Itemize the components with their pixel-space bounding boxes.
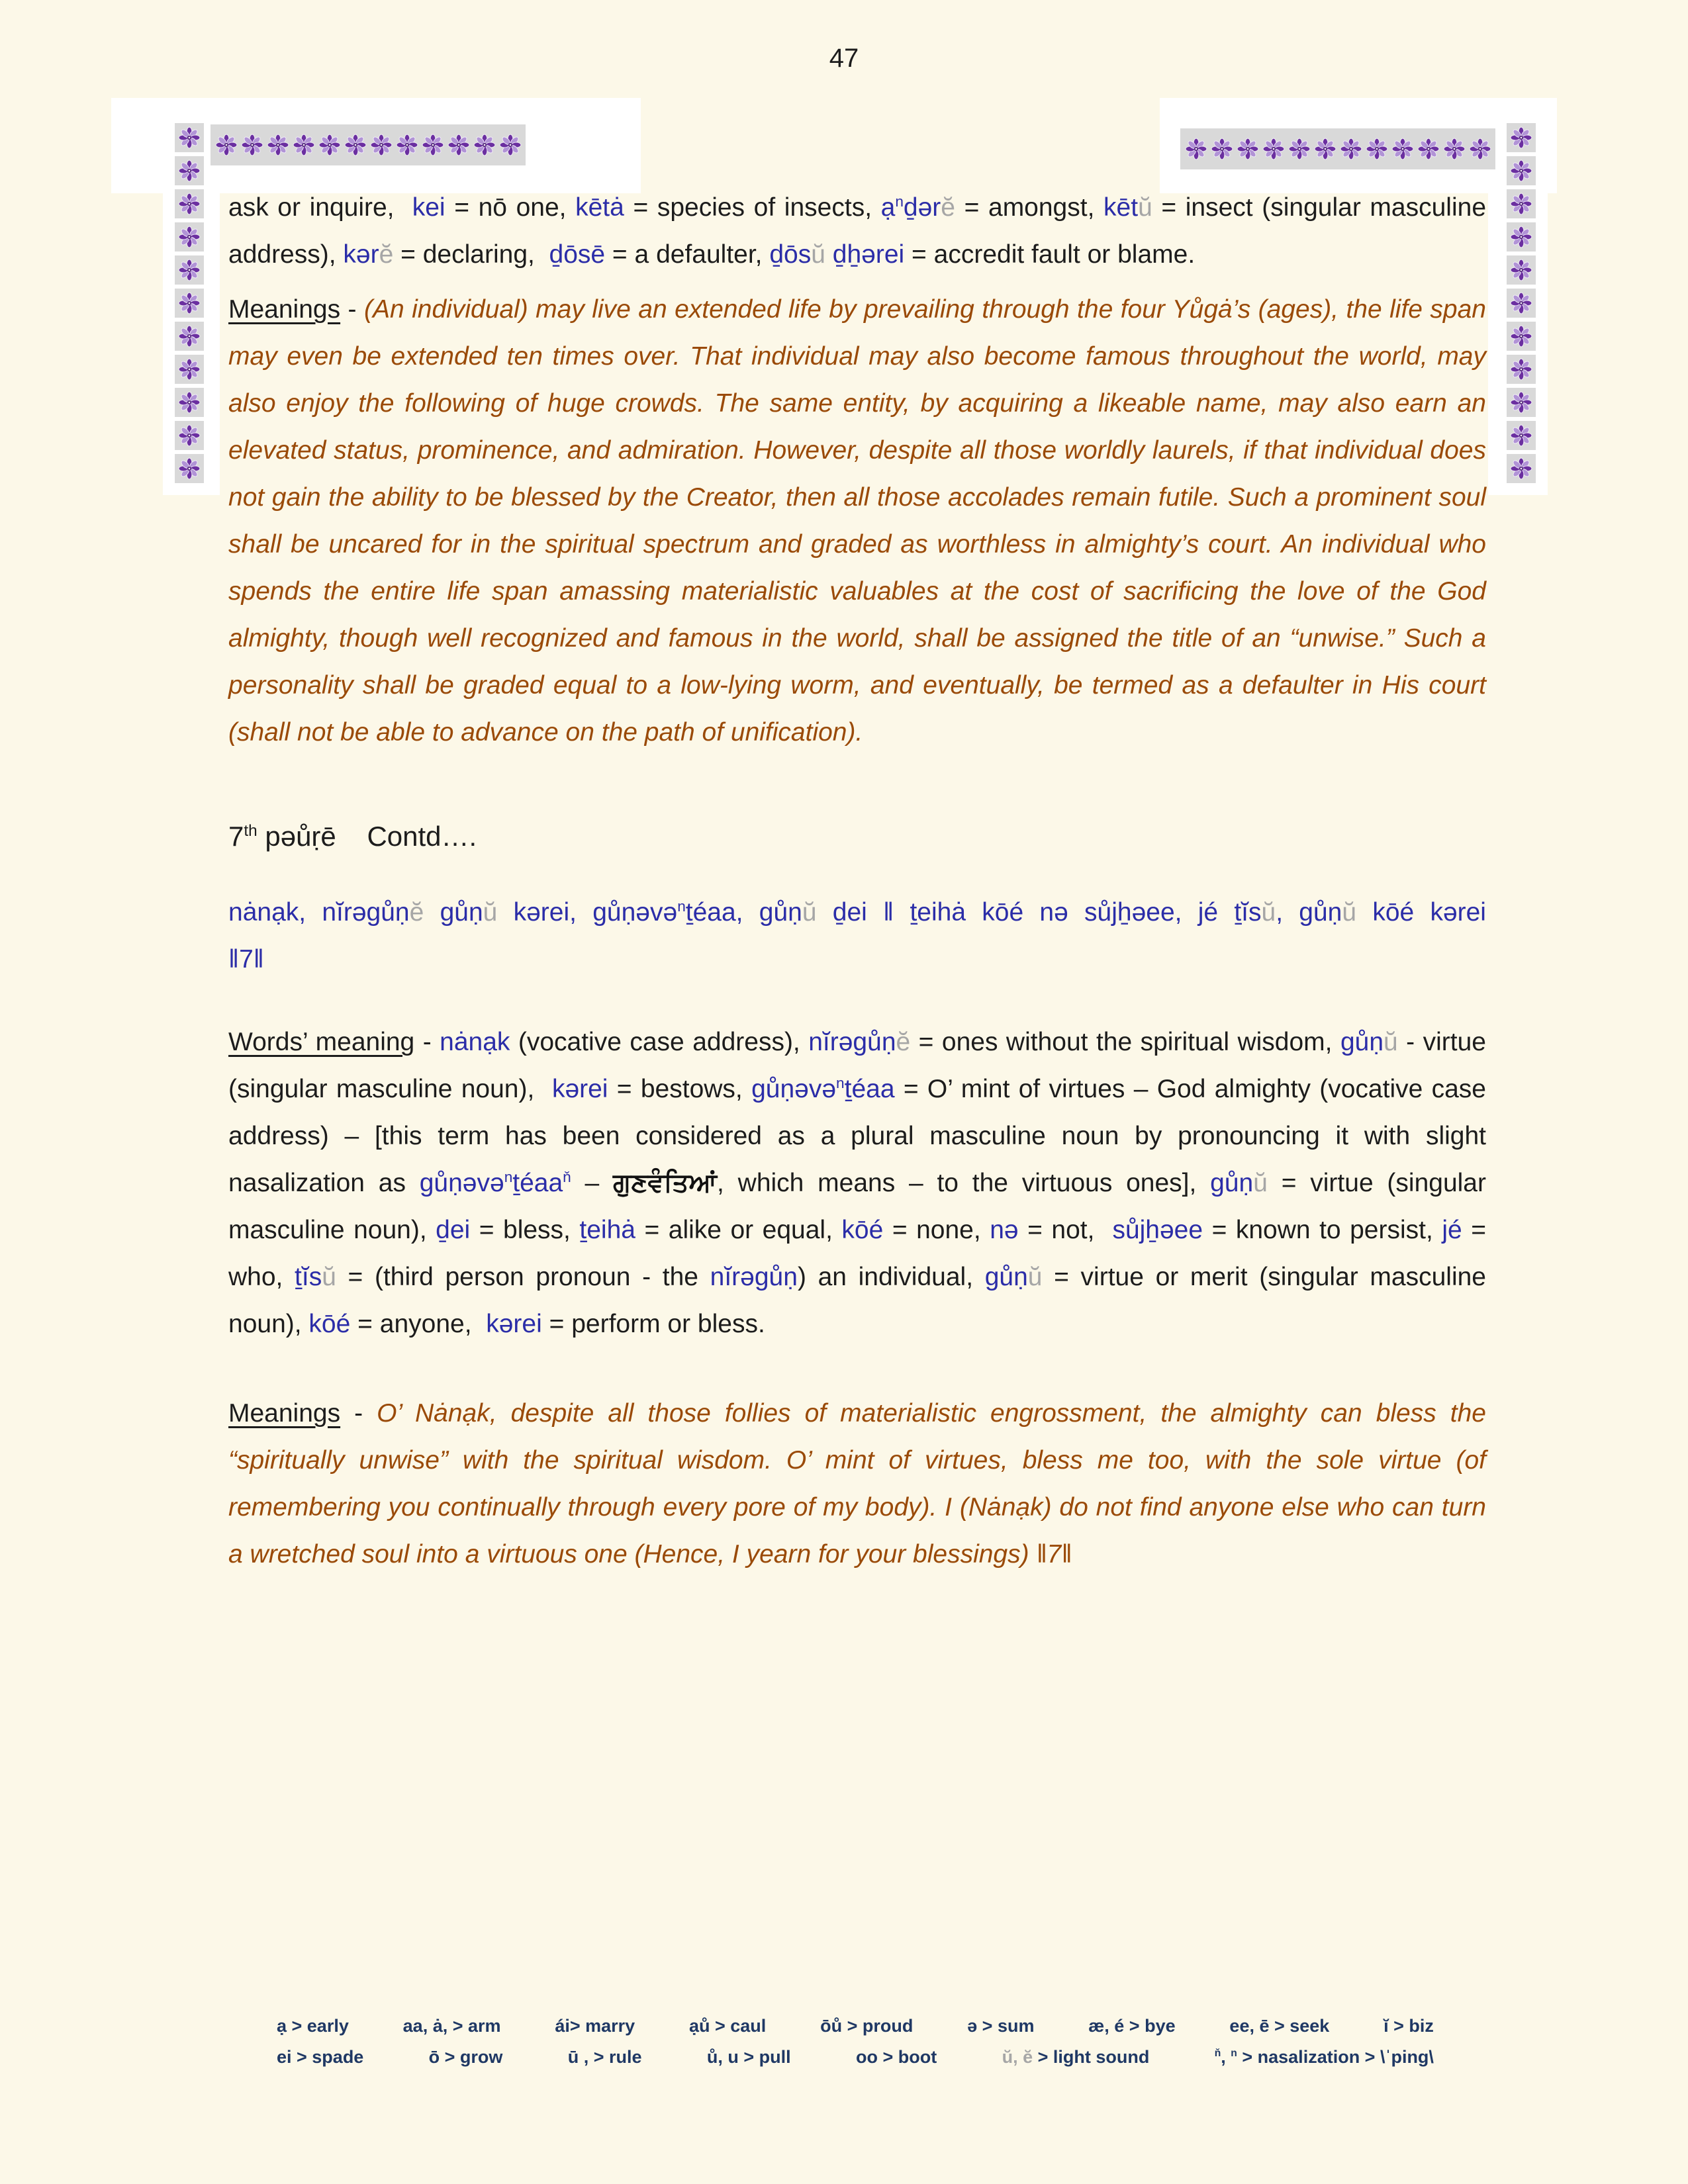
text-segment: ask or inquire, [228,193,412,222]
text-segment: ŭ [811,240,825,269]
text-segment: ň [1214,2048,1221,2059]
pronunciation-guide-row-2 [277,2047,1434,2068]
flower-icon [1507,421,1536,450]
text-segment: nȧnạk, nĭrəgůṇ [228,898,410,927]
text-segment: ḏei ‖ ṯeihȧ kōé nə sůjẖəee, jé ṯĭs [816,898,1262,927]
flower-icon [175,289,204,318]
text-segment: > nasalization > \ˈping\ [1237,2047,1434,2067]
guide-item [1229,2016,1329,2036]
text-segment: kōé [841,1216,884,1244]
guide-item [568,2047,642,2068]
flower-icon [342,126,368,163]
text-segment: ŭ [1342,898,1357,927]
text-segment: kēt [1103,193,1139,222]
text-segment: ạ [880,193,896,222]
flower-icon [1507,454,1536,483]
flower-icon [1467,130,1493,167]
flower-icon [1364,130,1389,167]
transliteration-verse [228,889,1502,983]
flower-icon [1441,130,1467,167]
flower-icon [1389,130,1415,167]
guide-item [403,2016,501,2036]
text-segment: ň [563,1169,571,1185]
text-segment: ŭ, ĕ [1002,2047,1033,2067]
text-segment: 7 [228,821,244,852]
text-segment: - virtue (singular masculine noun), [228,1028,1493,1103]
text-segment: nĭrəgůṇ [710,1263,798,1291]
text-segment: gůṇəvə [419,1169,504,1197]
flower-icon [497,126,523,163]
flower-icon [1507,322,1536,351]
guide-item [1383,2016,1434,2036]
text-segment: ŭ [1253,1169,1268,1197]
text-segment: ĕ [379,240,394,269]
flower-icon [175,355,204,384]
text-segment: ḏei [436,1216,471,1244]
guide-item [277,2047,363,2068]
text-segment: ái> marry [555,2016,635,2036]
text-segment: O’ Nȧnạk, despite all those follies of materialistic engrossment, the almighty can bless the “spiritually unwise” with the spiritual wisdom. O’ mint of virtues, bless me too, with the sole virtue (of remembering you continually through every pore of my body). I (Nȧnạk) do not find anyone else who can turn a wretched soul into a virtuous one (Hence, I yearn for your blessings) ‖7‖ [228,1399,1493,1569]
text-segment: ạ > early [277,2016,349,2036]
text-segment: ) an individual, [797,1263,985,1291]
text-segment: ə > sum [967,2016,1035,2036]
words-meaning-paragraph [228,1019,1493,1347]
text-segment: Words’ meaning [228,1028,415,1056]
flower-border-right [1507,123,1536,483]
flower-icon [1286,130,1312,167]
text-segment: Meanings [228,295,341,324]
guide-item [555,2016,635,2036]
text-segment: , which means – to the virtuous ones], [717,1169,1211,1197]
flower-icon [175,189,204,218]
text-segment: = not, [1018,1216,1113,1244]
flower-icon [175,421,204,450]
text-segment: ĕ [896,1028,911,1056]
flower-icon [1235,130,1260,167]
text-segment: ŭ [483,898,498,927]
text-segment: n [504,1169,513,1185]
text-segment: nĭrəgůṇ [808,1028,896,1056]
text-segment: ḏōsē [549,240,606,269]
text-segment: = none, [883,1216,990,1244]
flower-icon [175,123,204,152]
flower-icon [291,126,316,163]
text-segment: ŭ [1261,898,1276,927]
flower-icon [420,126,445,163]
text-segment: th [244,822,258,840]
flower-icon [265,126,291,163]
text-segment: ạů > caul [688,2016,767,2036]
flower-icon [175,222,204,251]
text-segment: oo > boot [856,2047,937,2067]
text-segment: = perform or bless. [541,1310,765,1338]
text-segment: n [836,1075,845,1091]
text-segment: ḏōs [769,240,812,269]
text-segment: = anyone, [350,1310,487,1338]
text-segment: = who, [228,1216,1493,1291]
text-segment [825,240,833,269]
text-segment: kərei [551,1075,608,1103]
text-segment: ṯeihȧ [579,1216,635,1244]
flower-icon [1209,130,1235,167]
flower-icon [175,255,204,285]
guide-item [277,2016,349,2036]
text-segment: , gůṇ [1276,898,1342,927]
text-segment: ŭ [802,898,817,927]
text-segment: n [677,898,686,915]
text-segment: kōé kərei ‖7‖ [228,898,1502,974]
text-segment: nə [990,1216,1019,1244]
flower-border-top-right [1180,128,1495,169]
flower-icon [1183,130,1209,167]
text-segment: ḏər [903,193,941,222]
text-segment: = declaring, [393,240,549,269]
text-segment: gůṇ [1340,1028,1384,1056]
text-segment: ōů > proud [820,2016,914,2036]
text-segment: ū , > rule [567,2047,642,2067]
flower-icon [1507,388,1536,417]
flower-icon [175,388,204,417]
text-segment: ṯéaa, gůṇ [685,898,802,927]
flower-border-left [175,123,204,483]
text-segment: ĕ [409,898,424,927]
text-segment: kərei, gůṇəvə [497,898,678,927]
flower-icon [1507,355,1536,384]
text-segment: ů, u > pull [706,2047,791,2067]
text-segment: = bestows, [608,1075,752,1103]
text-segment: ĕ [941,193,955,222]
flower-icon [1507,189,1536,218]
text-segment: gůṇəvə [751,1075,837,1103]
flower-icon [1507,156,1536,185]
page-number: 47 [829,44,859,73]
text-segment: sůjẖəee [1112,1216,1203,1244]
text-segment: = species of insects, [624,193,881,222]
text-segment: = bless, [470,1216,580,1244]
text-segment: = alike or equal, [635,1216,842,1244]
flower-icon [1507,255,1536,285]
flower-icon [394,126,420,163]
text-segment: = accredit fault or blame. [904,240,1196,269]
text-segment: Meanings [228,1399,341,1428]
text-segment: gůṇ [1210,1169,1254,1197]
guide-item [689,2016,766,2036]
text-segment: ṯĭs [295,1263,322,1291]
pauri-heading [228,813,1486,860]
flower-icon [471,126,497,163]
text-segment: = insect (singular masculine address), [228,193,1493,269]
flower-icon [239,126,265,163]
guide-item [1215,2047,1434,2068]
flower-icon [1338,130,1364,167]
flower-icon [175,322,204,351]
text-segment: – [571,1169,614,1197]
flower-icon [213,126,239,163]
text-segment: n [1231,2048,1237,2059]
text-segment: (An individual) may live an extended life by prevailing through the four Yůgȧ’s (ages), the life span may even be extended ten times over. That individual may also become famous throughout the world, may also enjoy the following of huge crowds. The same entity, by acquiring a likeable name, may also earn an elevated status, prominence, and admiration. However, despite all those worldly laurels, if that individual does not gain the ability to be blessed by the Creator, then all those accolades remain futile. Such a prominent soul shall be uncared for in the spiritual spectrum and graded as worthless in almighty’s court. An individual who spends the entire life span amassing materialistic valuables at the cost of sacrificing the love of the God almighty, though well recognized and famous in the world, shall be assigned the title of an “unwise.” Such a personality shall be graded equal to a low-lying worm, and eventually, be termed as a defaulter in His court (shall not be able to advance on the path of unification). [228,295,1493,747]
text-segment: kər [343,240,379,269]
word-meanings-continued-paragraph [228,184,1493,278]
meanings-paragraph-1 [228,286,1493,756]
flower-icon [1507,123,1536,152]
text-segment: æ, é > bye [1088,2016,1176,2036]
text-segment: ee, ē > seek [1229,2016,1330,2036]
guide-item [707,2047,791,2068]
text-segment: ṯéaa [512,1169,563,1197]
text-segment: = (third person pronoun - the [336,1263,710,1291]
pronunciation-guide-row-1 [277,2016,1434,2036]
text-segment: ḏẖərei [832,240,905,269]
text-segment: gůṇ [984,1263,1028,1291]
text-segment: ŭ [322,1263,336,1291]
text-segment: , [1221,2047,1231,2067]
flower-icon [1507,222,1536,251]
flower-icon [1507,289,1536,318]
page-content [228,184,1502,1578]
text-segment: ŭ [1138,193,1152,222]
flower-icon [1415,130,1441,167]
text-segment: = O’ mint of virtues – God almighty (vocative case address) – [this term has been considered as a plural masculine noun by pronouncing it with slight nasalization as [228,1075,1493,1197]
guide-item [1002,2047,1150,2068]
text-segment: - [340,295,364,324]
text-segment: = a defaulter, [605,240,770,269]
flower-icon [175,156,204,185]
text-segment: nȧnạk [440,1028,510,1056]
text-segment: jé [1442,1216,1462,1244]
flower-border-top-left [211,124,526,165]
text-segment: ŭ [1027,1263,1043,1291]
flower-icon [316,126,342,163]
text-segment: kei [412,193,445,222]
text-segment: = known to persist, [1203,1216,1442,1244]
meanings-paragraph-2 [228,1390,1493,1578]
text-segment: aa, ȧ, > arm [402,2016,501,2036]
guide-item [1088,2016,1175,2036]
flower-icon [368,126,394,163]
flower-icon [445,126,471,163]
text-segment: > light sound [1033,2047,1150,2067]
text-segment: = virtue (singular masculine noun), [228,1169,1493,1244]
guide-item [429,2047,503,2068]
flower-icon [175,454,204,483]
pronunciation-guide [277,2016,1434,2068]
guide-item [820,2016,913,2036]
text-segment: - [414,1028,440,1056]
text-segment: ō > grow [428,2047,503,2067]
text-segment: = virtue or merit (singular masculine noun), [228,1263,1493,1338]
text-segment: n [895,193,904,210]
text-segment: pəůṛē Contd…. [257,821,477,852]
guide-item [967,2016,1034,2036]
text-segment: ei > spade [277,2047,364,2067]
flower-icon [1312,130,1338,167]
text-segment: ਗੁਣਵੰਤਿਆਂ [613,1169,718,1197]
text-segment: (vocative case address), [510,1028,809,1056]
text-segment: ŭ [1383,1028,1398,1056]
text-segment: = ones without the spiritual wisdom, [910,1028,1340,1056]
text-segment: kōé [308,1310,351,1338]
flower-icon [1260,130,1286,167]
text-segment: ĭ > biz [1383,2016,1434,2036]
text-segment: ṯéaa [844,1075,895,1103]
text-segment: gůṇ [424,898,483,927]
text-segment: - [340,1399,377,1428]
text-segment: kərei [486,1310,542,1338]
text-segment: kētȧ [575,193,624,222]
text-segment: = nō one, [445,193,576,222]
text-segment: = amongst, [955,193,1104,222]
guide-item [856,2047,937,2068]
